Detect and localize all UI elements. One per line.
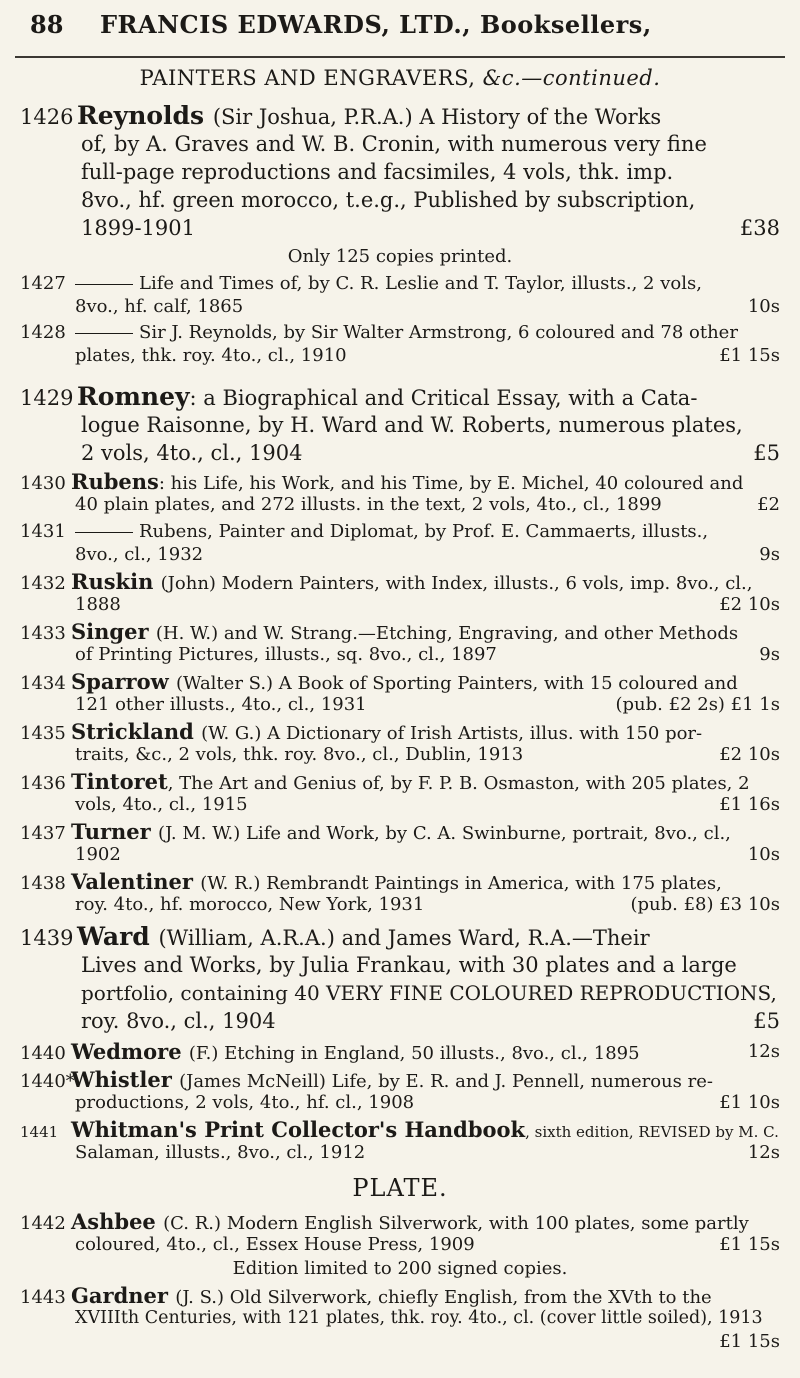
entry-author: Singer bbox=[71, 619, 156, 644]
entry-line: Valentiner (W. R.) Rembrandt Paintings in America, with 175 plates, bbox=[71, 869, 722, 894]
entry-price: £2 10s bbox=[719, 744, 780, 765]
entry-number: 1430 bbox=[20, 473, 66, 494]
ditto-dash bbox=[75, 284, 133, 285]
section-title-suffix: &c.—continued. bbox=[482, 66, 661, 90]
entry-line: 40 plain plates, and 272 illusts. in the text, 2 vols, 4to., cl., 1899 bbox=[75, 494, 662, 515]
entry-line: 8vo., hf. green morocco, t.e.g., Published by subscription, bbox=[81, 188, 696, 212]
entry-line: Ashbee (C. R.) Modern English Silverwork, with 100 plates, some partly bbox=[71, 1209, 749, 1234]
entry-line: Life and Times of, by C. R. Leslie and T. Taylor, illusts., 2 vols, bbox=[139, 273, 702, 294]
entry-price: £1 15s bbox=[719, 1331, 780, 1352]
entry-author: Wedmore bbox=[71, 1039, 189, 1064]
catalogue-entry bbox=[20, 520, 780, 566]
entry-number: 1443 bbox=[20, 1287, 66, 1308]
catalogue-entry bbox=[20, 1210, 780, 1256]
entry-line: full-page reproductions and facsimiles, 4 vols, thk. imp. bbox=[81, 160, 674, 184]
entry-number: 1433 bbox=[20, 623, 66, 644]
entry-price: £1 10s bbox=[719, 1092, 780, 1113]
entry-line: Sparrow (Walter S.) A Book of Sporting Painters, with 15 coloured and bbox=[71, 669, 738, 694]
entry-line: of Printing Pictures, illusts., sq. 8vo., cl., 1897 bbox=[75, 644, 497, 665]
entry-author: Whitman's Print Collector's Handbook bbox=[71, 1117, 526, 1142]
header-rule bbox=[15, 56, 785, 58]
entry-line: Romney: a Biographical and Critical Essay, with a Cata- bbox=[77, 382, 698, 411]
entry-line: vols, 4to., cl., 1915 bbox=[75, 794, 248, 815]
page-header bbox=[10, 10, 790, 50]
entry-number: 1437 bbox=[20, 823, 66, 844]
entry-line: Whistler (James McNeill) Life, by E. R. and J. Pennell, numerous re- bbox=[71, 1067, 713, 1092]
entry-line: Turner (J. M. W.) Life and Work, by C. A. Swinburne, portrait, 8vo., cl., bbox=[71, 819, 731, 844]
entry-line: Ruskin (John) Modern Painters, with Index, illusts., 6 vols, imp. 8vo., cl., bbox=[71, 569, 753, 594]
catalogue-entry bbox=[20, 1068, 780, 1114]
entry-price: £38 bbox=[739, 216, 780, 240]
entry-price: (pub. £2 2s) £1 1s bbox=[615, 694, 780, 715]
entry-author: Ruskin bbox=[71, 569, 161, 594]
entry-number: 1439 bbox=[20, 926, 74, 950]
ditto-dash bbox=[75, 532, 133, 533]
entry-price: £1 15s bbox=[719, 1234, 780, 1255]
entry-number: 1434 bbox=[20, 673, 66, 694]
entry-author: Rubens bbox=[71, 469, 159, 494]
entry-number: 1438 bbox=[20, 873, 66, 894]
entry-line: 2 vols, 4to., cl., 1904 bbox=[81, 441, 303, 465]
entry-line: Reynolds (Sir Joshua, P.R.A.) A History of the Works bbox=[77, 101, 662, 130]
edition-note: Only 125 copies printed. bbox=[287, 246, 513, 267]
catalogue-entry bbox=[20, 620, 780, 666]
entry-number: 1429 bbox=[20, 386, 74, 410]
entry-line: 8vo., hf. calf, 1865 bbox=[75, 296, 244, 317]
entry-line: 1888 bbox=[75, 594, 121, 615]
entry-line: Wedmore (F.) Etching in England, 50 illusts., 8vo., cl., 1895 bbox=[71, 1039, 640, 1064]
entry-number: 1436 bbox=[20, 773, 66, 794]
entry-line: 1902 bbox=[75, 844, 121, 865]
catalogue-entry bbox=[20, 820, 780, 866]
entry-line: of, by A. Graves and W. B. Cronin, with numerous very fine bbox=[81, 132, 707, 156]
entry-author: Reynolds bbox=[77, 101, 213, 130]
entry-price: 10s bbox=[747, 296, 780, 317]
entry-number: 1428 bbox=[20, 322, 66, 343]
entry-line: Sir J. Reynolds, by Sir Walter Armstrong, 6 coloured and 78 other bbox=[139, 322, 738, 343]
entry-author: Whistler bbox=[71, 1067, 180, 1092]
entry-line: Rubens: his Life, his Work, and his Time, by E. Michel, 40 coloured and bbox=[71, 469, 744, 494]
entry-line: roy. 4to., hf. morocco, New York, 1931 bbox=[75, 894, 425, 915]
entry-author: Tintoret bbox=[71, 769, 168, 794]
entry-number: 1440 bbox=[20, 1043, 66, 1064]
entry-line: productions, 2 vols, 4to., hf. cl., 1908 bbox=[75, 1092, 415, 1113]
entry-price: £5 bbox=[753, 1009, 780, 1033]
entry-line: Whitman's Print Collector's Handbook, sixth edition, REVISED by M. C. bbox=[71, 1117, 779, 1142]
entry-author: Strickland bbox=[71, 719, 202, 744]
ditto-dash bbox=[75, 333, 133, 334]
entry-line: portfolio, containing 40 VERY FINE COLOURED REPRODUCTIONS, bbox=[81, 981, 777, 1005]
entry-price: 12s bbox=[747, 1041, 780, 1062]
entry-line: Rubens, Painter and Diplomat, by Prof. E. Cammaerts, illusts., bbox=[139, 521, 709, 542]
catalogue-entry bbox=[20, 383, 780, 467]
entry-price: £1 15s bbox=[719, 345, 780, 366]
entry-line: XVIIIth Centuries, with 121 plates, thk. roy. 4to., cl. (cover little soiled), 1913 bbox=[75, 1308, 763, 1328]
page-number: 88 bbox=[30, 10, 64, 39]
entry-line: Singer (H. W.) and W. Strang.—Etching, Engraving, and other Methods bbox=[71, 619, 739, 644]
entry-author: Valentiner bbox=[71, 869, 201, 894]
entry-price: 9s bbox=[759, 644, 780, 665]
entry-author: Ashbee bbox=[71, 1209, 164, 1234]
catalogue-entry bbox=[20, 670, 780, 716]
catalogue-entry bbox=[20, 1118, 780, 1164]
entry-line: logue Raisonne, by H. Ward and W. Roberts, numerous plates, bbox=[81, 413, 743, 437]
edition-note: Edition limited to 200 signed copies. bbox=[232, 1258, 568, 1279]
catalogue-entry bbox=[20, 720, 780, 766]
entry-price: 9s bbox=[759, 544, 780, 565]
entry-number: 1435 bbox=[20, 723, 66, 744]
entry-price: £5 bbox=[753, 441, 780, 465]
catalogue-entry bbox=[20, 870, 780, 916]
catalogue-entry bbox=[20, 321, 780, 367]
entry-line: Ward (William, A.R.A.) and James Ward, R.A.—Their bbox=[77, 922, 650, 951]
entry-number: 1441 bbox=[20, 1123, 59, 1141]
catalogue-entry bbox=[20, 923, 780, 1035]
entry-line: roy. 8vo., cl., 1904 bbox=[81, 1009, 276, 1033]
plate-heading: PLATE. bbox=[352, 1174, 448, 1202]
entry-line: Salaman, illusts., 8vo., cl., 1912 bbox=[75, 1142, 366, 1163]
entry-line: 121 other illusts., 4to., cl., 1931 bbox=[75, 694, 367, 715]
entry-line: traits, &c., 2 vols, thk. roy. 8vo., cl., Dublin, 1913 bbox=[75, 744, 524, 765]
entry-author: Sparrow bbox=[71, 669, 176, 694]
entry-author: Turner bbox=[71, 819, 159, 844]
entry-number: 1426 bbox=[20, 105, 74, 129]
entry-price: (pub. £8) £3 10s bbox=[630, 894, 780, 915]
entry-price: £2 10s bbox=[719, 594, 780, 615]
entry-line: Gardner (J. S.) Old Silverwork, chiefly English, from the XVth to the bbox=[71, 1283, 712, 1308]
entry-line: 8vo., cl., 1932 bbox=[75, 544, 204, 565]
catalogue-entry bbox=[20, 1040, 780, 1063]
entry-line: 1899-1901 bbox=[81, 216, 195, 240]
entry-line: Strickland (W. G.) A Dictionary of Irish Artists, illus. with 150 por- bbox=[71, 719, 703, 744]
catalogue-entry bbox=[20, 570, 780, 616]
catalogue-entry bbox=[20, 272, 780, 318]
entry-line: plates, thk. roy. 4to., cl., 1910 bbox=[75, 345, 347, 366]
entry-number: 1427 bbox=[20, 273, 66, 294]
section-title bbox=[0, 66, 800, 90]
entry-price: 10s bbox=[747, 844, 780, 865]
catalogue-entry bbox=[20, 470, 780, 516]
catalogue-entry bbox=[20, 770, 780, 816]
entry-price: £1 16s bbox=[719, 794, 780, 815]
entry-line: Lives and Works, by Julia Frankau, with 30 plates and a large bbox=[81, 953, 737, 977]
entry-price: £2 bbox=[757, 494, 780, 515]
entry-number: 1440* bbox=[20, 1071, 75, 1092]
entry-author: Gardner bbox=[71, 1283, 176, 1308]
entry-price: 12s bbox=[747, 1142, 780, 1163]
entry-number: 1432 bbox=[20, 573, 66, 594]
catalogue-entry bbox=[20, 102, 780, 242]
entry-number: 1431 bbox=[20, 521, 66, 542]
entry-number: 1442 bbox=[20, 1213, 66, 1234]
entry-line: Tintoret, The Art and Genius of, by F. P. B. Osmaston, with 205 plates, 2 bbox=[71, 769, 750, 794]
catalogue-entry bbox=[20, 1284, 780, 1353]
entry-author: Romney bbox=[77, 382, 190, 411]
entry-line: coloured, 4to., cl., Essex House Press, 1909 bbox=[75, 1234, 475, 1255]
entry-author: Ward bbox=[77, 922, 159, 951]
section-title-main: PAINTERS AND ENGRAVERS, bbox=[139, 66, 476, 90]
running-title: FRANCIS EDWARDS, LTD., Booksellers, bbox=[100, 10, 652, 39]
